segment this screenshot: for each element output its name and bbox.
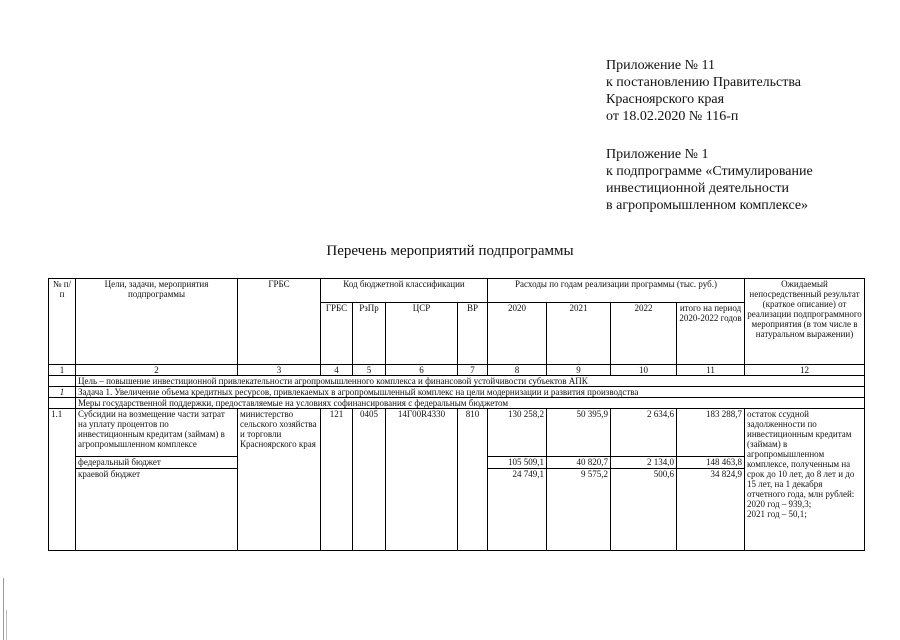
column-number: 11 (677, 365, 745, 376)
column-number: 3 (238, 365, 321, 376)
measures-text: Меры государственной поддержки, предоставляемые на условиях софинансирования с федеральным бюджетом (76, 398, 865, 409)
column-number: 7 (458, 365, 488, 376)
appendix-line: к постановлению Правительства (606, 75, 802, 90)
header-grbs: ГРБС (238, 279, 321, 365)
task-row (49, 387, 865, 398)
regional-2020: 24 749,1 (488, 469, 547, 551)
task-text: Задача 1. Увеличение объема кредитных ресурсов, привлекаемых в агропромышленный комплекс на цели модернизации и развития производства (76, 387, 865, 398)
row-num: 1.1 (49, 409, 76, 551)
scan-edge-line (6, 610, 7, 640)
result-2021: 2021 год – 50,1; (747, 509, 807, 519)
federal-2022: 2 134,0 (611, 457, 677, 469)
measures-table (48, 278, 865, 551)
header-year-2022: 2022 (611, 303, 677, 365)
appendix-line: в агропромышленном комплексе» (606, 198, 809, 213)
header-year-2020: 2020 (488, 303, 547, 365)
scan-edge-line (3, 578, 4, 640)
header-year-2021: 2021 (547, 303, 611, 365)
appendix-11-header (606, 57, 801, 125)
header-code-vr: ВР (458, 303, 488, 365)
header-budget-code: Код бюджетной классификации (321, 279, 488, 303)
header-expected-result: Ожидаемый непосредственный результат (краткое описание) от реализации подпрограммного мероприятия (в том числе в натуральном выражении) (745, 279, 865, 365)
header-total: итого на период 2020-2022 годов (677, 303, 745, 365)
measures-row (49, 398, 865, 409)
column-number: 9 (547, 365, 611, 376)
result-text: остаток ссудной задолженности по инвестиционным кредитам (займам) в агропромышленном комплексе, полученным на срок до 10 лет, до 8 лет и до 15 лет, на 1 декабря отчетного года, млн рублей: (747, 409, 855, 499)
appendix-date-line: от 18.02.2020 № 116-п (606, 109, 739, 124)
regional-label: краевой бюджет (76, 469, 238, 551)
appendix-title: Приложение № 1 (606, 147, 709, 162)
row-name: Субсидии на возмещение части затрат на уплату процентов по инвестиционным кредитам (займам) в агропромышленном комплексе (76, 409, 238, 457)
document-title: Перечень мероприятий подпрограммы (326, 243, 574, 259)
column-number: 2 (76, 365, 238, 376)
column-number: 8 (488, 365, 547, 376)
federal-label: федеральный бюджет (76, 457, 238, 469)
row-2021: 50 395,9 (547, 409, 611, 457)
appendix-title: Приложение № 11 (606, 58, 715, 73)
header-num: № п/п (49, 279, 76, 365)
row-code-vr: 810 (458, 409, 488, 551)
row-code-grbs: 121 (321, 409, 353, 551)
header-row (49, 279, 865, 303)
row-2020: 130 258,2 (488, 409, 547, 457)
header-code-grbs: ГРБС (321, 303, 353, 365)
regional-2021: 9 575,2 (547, 469, 611, 551)
goal-text: Цель – повышение инвестиционной привлекательности агропромышленного комплекса и финансовой устойчивости субъектов АПК (76, 376, 865, 387)
row-expected-result (745, 409, 865, 551)
column-number: 6 (386, 365, 458, 376)
regional-2022: 500,6 (611, 469, 677, 551)
regional-total: 34 824,9 (677, 469, 745, 551)
row-grbs: министерство сельского хозяйства и торговли Красноярского края (238, 409, 321, 551)
goal-num-cell (49, 376, 76, 387)
header-expenses: Расходы по годам реализации программы (тыс. руб.) (488, 279, 745, 303)
row-2022: 2 634,6 (611, 409, 677, 457)
federal-total: 148 463,8 (677, 457, 745, 469)
goal-row (49, 376, 865, 387)
appendix-line: инвестиционной деятельности (606, 181, 790, 196)
column-number: 5 (353, 365, 386, 376)
header-goals: Цели, задачи, мероприятия подпрограммы (76, 279, 238, 365)
header-code-csr: ЦСР (386, 303, 458, 365)
row-total: 183 288,7 (677, 409, 745, 457)
federal-2020: 105 509,1 (488, 457, 547, 469)
column-number-row (49, 365, 865, 376)
header-code-rzpr: РзПр (353, 303, 386, 365)
row-code-rzpr: 0405 (353, 409, 386, 551)
row-code-csr: 14Г00R4330 (386, 409, 458, 551)
appendix-line: Красноярского края (606, 92, 725, 107)
federal-2021: 40 820,7 (547, 457, 611, 469)
column-number: 12 (745, 365, 865, 376)
appendix-line: к подпрограмме «Стимулирование (606, 164, 813, 179)
measures-num-cell (49, 398, 76, 409)
column-number: 4 (321, 365, 353, 376)
appendix-1-header (606, 146, 813, 214)
result-2020: 2020 год – 939,3; (747, 499, 812, 509)
task-num: 1 (49, 387, 76, 398)
table-row (49, 409, 865, 457)
column-number: 10 (611, 365, 677, 376)
column-number: 1 (49, 365, 76, 376)
